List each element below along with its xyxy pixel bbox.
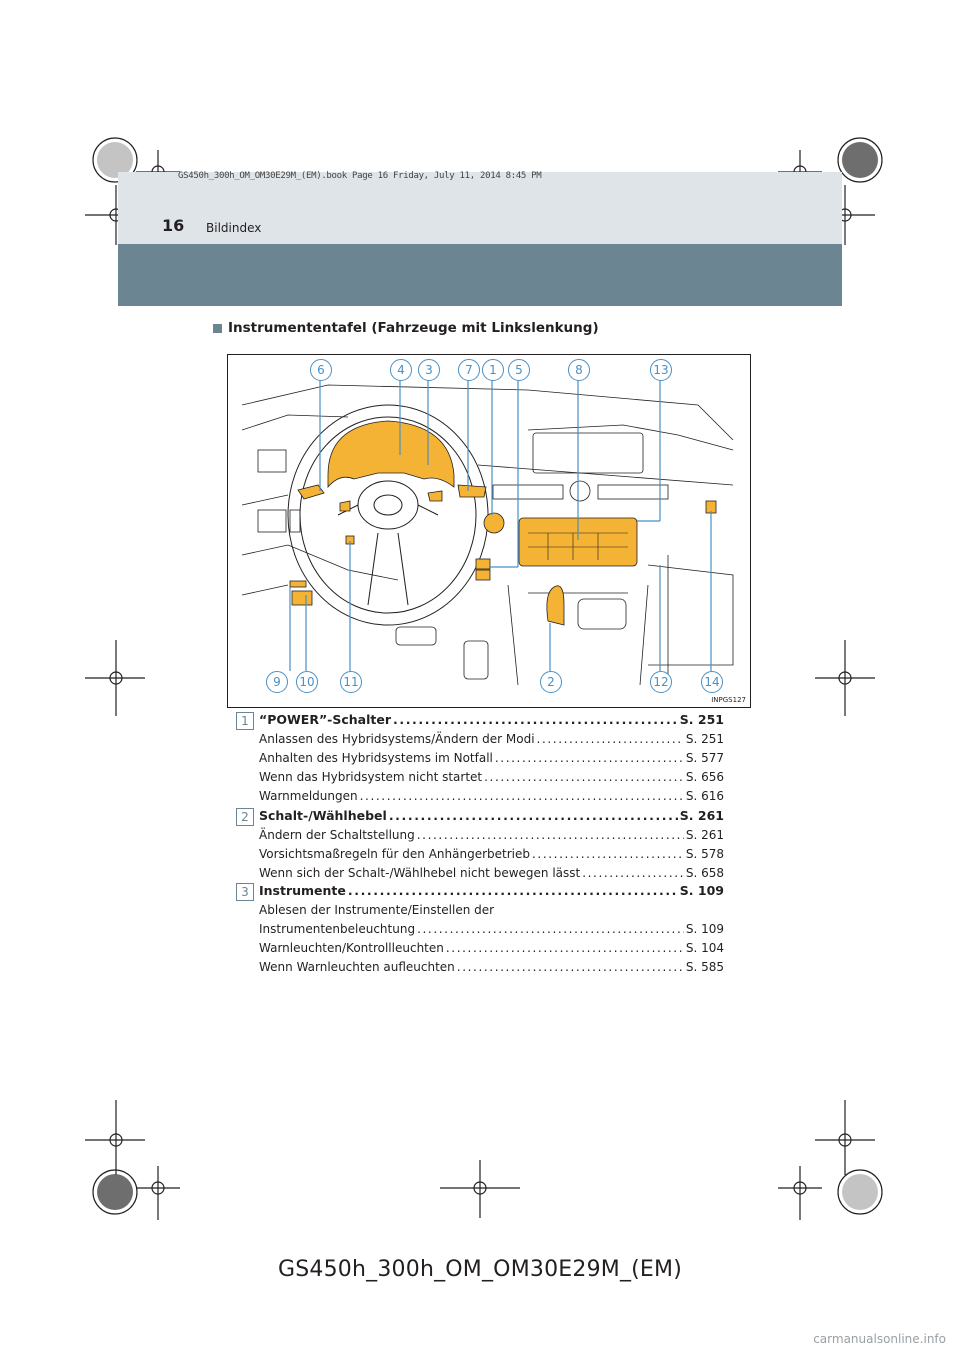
dashboard-illustration: [228, 355, 750, 707]
section-heading: [213, 320, 599, 336]
entry-title-row[interactable]: [259, 883, 724, 903]
callout-8: 8: [568, 359, 590, 381]
entry-number: 1: [236, 712, 254, 730]
callout-1: 1: [482, 359, 504, 381]
manual-code-footer: GS450h_300h_OM_OM30E29M_(EM): [278, 1257, 682, 1282]
callout-4: 4: [390, 359, 412, 381]
page-number: 16: [162, 216, 185, 235]
entry-item[interactable]: Warnmeldungen ..... S. 616: [259, 789, 724, 808]
index-entry-2: [241, 808, 724, 885]
section-heading-text: Instrumententafel (Fahrzeuge mit Linkslenkung): [228, 320, 599, 336]
entry-title-row[interactable]: [259, 808, 724, 828]
entry-item[interactable]: Warnleuchten/Kontrollleuchten ..... S. 104: [259, 941, 724, 960]
entry-item[interactable]: Anlassen des Hybridsystems/Ändern der Modi ..... S. 251: [259, 732, 724, 751]
entry-number: 3: [236, 883, 254, 901]
dashboard-figure: [227, 354, 751, 708]
callout-row-bottom: [228, 671, 750, 695]
entry-item[interactable]: Wenn sich der Schalt-/Wählhebel nicht bewegen lässt ..... S. 658: [259, 866, 724, 885]
entry-item[interactable]: Wenn Warnleuchten aufleuchten ..... S. 585: [259, 960, 724, 979]
callout-row-top: [228, 359, 750, 383]
file-stamp: GS450h_300h_OM_OM30E29M_(EM).book Page 16 Friday, July 11, 2014 8:45 PM: [178, 171, 542, 181]
watermark: carmanualsonline.info: [813, 1332, 946, 1346]
index-entry-1: [241, 712, 724, 808]
entry-item[interactable]: Wenn das Hybridsystem nicht startet ..... S. 656: [259, 770, 724, 789]
callout-2: 2: [540, 671, 562, 693]
entry-title: Instrumente: [259, 883, 346, 898]
entry-title: “POWER”-Schalter: [259, 712, 392, 727]
page-ref: S. 251: [679, 712, 724, 727]
entry-item[interactable]: Anhalten des Hybridsystems im Notfall ..... S. 577: [259, 751, 724, 770]
entry-title-row[interactable]: [259, 712, 724, 732]
figure-code: INPGS127: [711, 696, 746, 704]
callout-3: 3: [418, 359, 440, 381]
callout-12: 12: [650, 671, 672, 693]
entry-item[interactable]: Vorsichtsmaßregeln für den Anhängerbetrieb ..... S. 578: [259, 847, 724, 866]
entry-item[interactable]: Instrumentenbeleuchtung ..... S. 109: [259, 922, 724, 941]
callout-10: 10: [296, 671, 318, 693]
page-ref: S. 109: [679, 883, 724, 898]
header-accent-bar: [118, 244, 842, 306]
callout-5: 5: [508, 359, 530, 381]
entry-number: 2: [236, 808, 254, 826]
entry-item[interactable]: Ändern der Schaltstellung ..... S. 261: [259, 828, 724, 847]
entry-item: Ablesen der Instrumente/Einstellen der: [259, 903, 495, 917]
bullet-square-icon: [213, 324, 222, 333]
callout-9: 9: [266, 671, 288, 693]
callout-14: 14: [701, 671, 723, 693]
entry-title: Schalt-/Wählhebel: [259, 808, 387, 823]
page-ref: S. 261: [679, 808, 724, 823]
callout-7: 7: [458, 359, 480, 381]
callout-13: 13: [650, 359, 672, 381]
callout-11: 11: [340, 671, 362, 693]
section-title: Bildindex: [206, 221, 262, 235]
index-entry-3: [241, 883, 724, 979]
callout-6: 6: [310, 359, 332, 381]
